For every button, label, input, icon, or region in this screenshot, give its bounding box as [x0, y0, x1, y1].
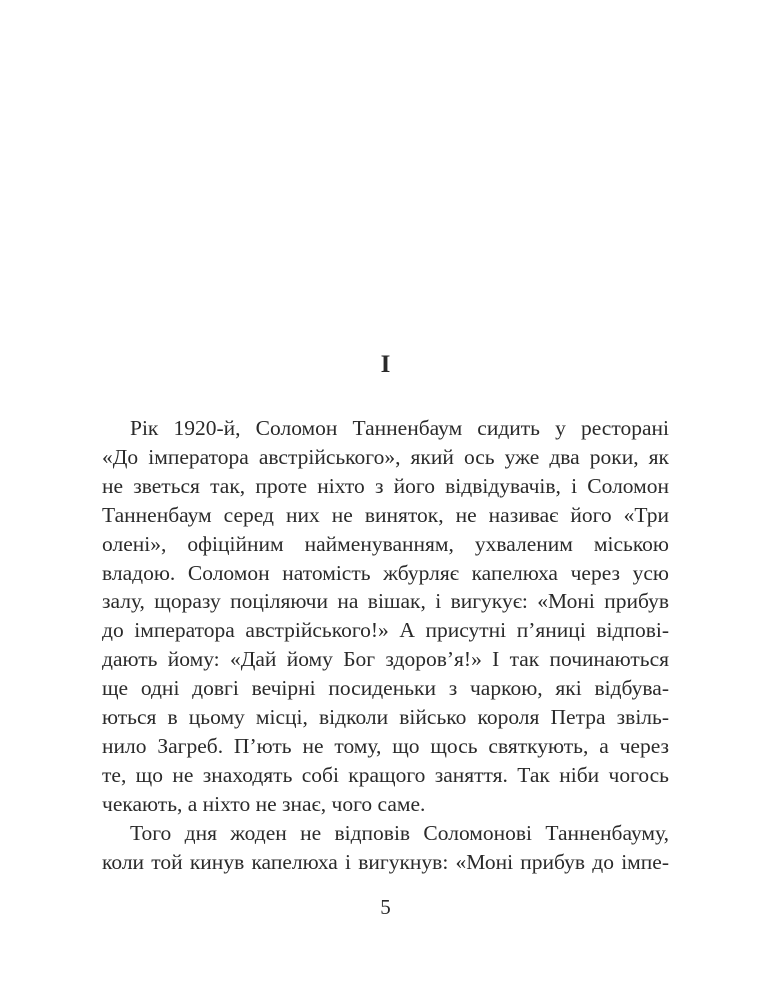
paragraph-2 [102, 819, 669, 877]
text-line: владою. Соломон натомість жбурляє капелюха через усю [102, 560, 669, 585]
page-number: 5 [380, 895, 391, 919]
text-line: дають йому: «Дай йому Бог здоров’я!» І так починаються [102, 647, 669, 672]
text-line: ще одні довгі вечірні посиденьки з чаркою, які відбува- [102, 676, 669, 701]
text-line: ються в цьому місці, відколи військо короля Петра звіль- [102, 705, 669, 730]
text-line: олені», офіційним найменуванням, ухваленим міською [102, 531, 669, 556]
text-line: те, що не знаходять собі кращого заняття. Так ніби чогось [102, 762, 669, 787]
text-line: до імператора австрійського!» А присутні п’яниці відпові- [102, 618, 669, 643]
text-line: не зветься так, проте ніхто з його відвідувачів, і Соломон [102, 473, 669, 498]
paragraph-1 [102, 414, 669, 819]
text-line: «До імператора австрійського», який ось уже два роки, як [102, 444, 669, 469]
text-line: Рік 1920-й, Соломон Танненбаум сидить у ресторані [130, 416, 669, 440]
text-line: коли той кинув капелюха і вигукнув: «Моні прибув до імпе- [102, 849, 669, 874]
text-line: чекають, а ніхто не знає, чого саме. [102, 791, 426, 816]
text-line: Танненбаум серед них не виняток, не називає його «Три [102, 502, 669, 527]
chapter-heading: I [380, 351, 391, 378]
text-line: нило Загреб. П’ють не тому, що щось святкують, а через [102, 733, 669, 758]
text-line: залу, щоразу поціляючи на вішак, і вигукує: «Моні прибув [102, 589, 669, 614]
body-text [102, 414, 669, 877]
text-line: Того дня жоден не відповів Соломонові Танненбауму, [130, 820, 669, 845]
